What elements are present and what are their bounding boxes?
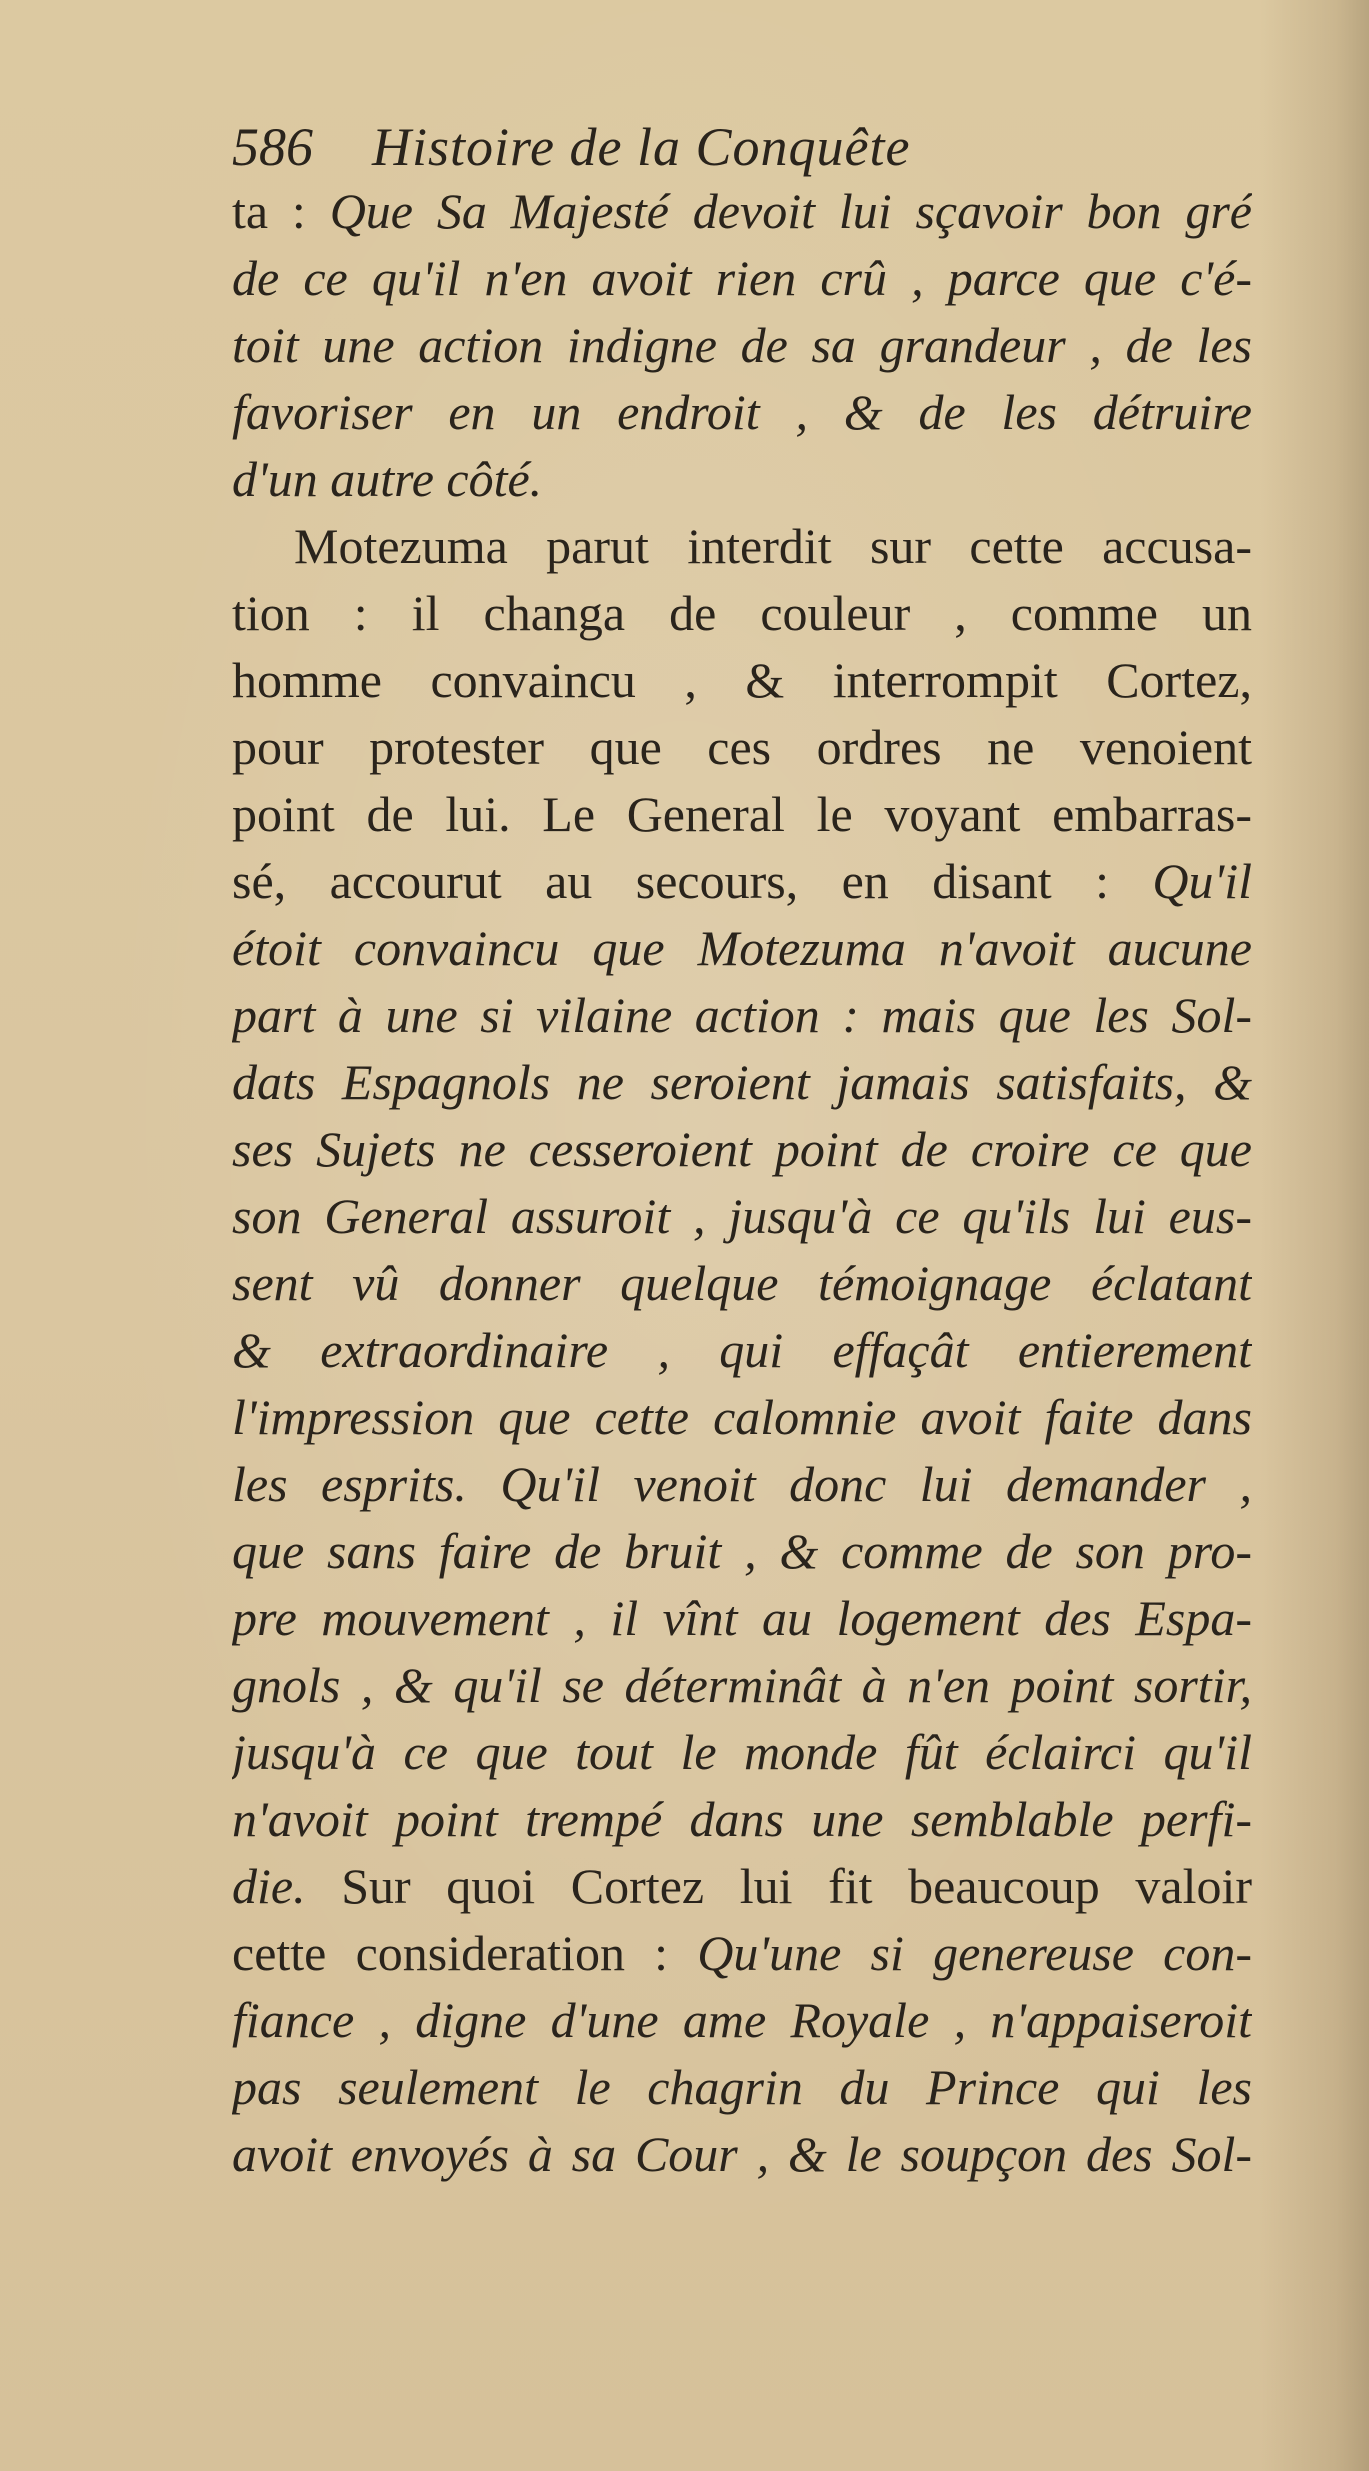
italic-text-segment: d'un autre côté. [232, 451, 543, 507]
roman-text-segment: point de lui. Le General le voyant embarras- [232, 786, 1252, 842]
italic-text-segment: die. [232, 1858, 306, 1914]
italic-text-segment: gnols , & qu'il se déterminât à n'en point sortir, [232, 1657, 1252, 1713]
text-line [232, 1183, 1252, 1250]
text-line [232, 2054, 1252, 2121]
text-line [232, 915, 1252, 982]
italic-text-segment: Qu'il [1152, 853, 1252, 909]
roman-text-segment: Motezuma parut interdit sur cette accusa- [294, 518, 1252, 574]
italic-text-segment: toit une action indigne de sa grandeur , de les [232, 317, 1252, 373]
text-line [232, 1987, 1252, 2054]
italic-text-segment: favoriser en un endroit , & de les détruire [232, 384, 1252, 440]
body-text [232, 178, 1252, 2188]
text-line [232, 178, 1252, 245]
text-line [232, 312, 1252, 379]
text-line [232, 1116, 1252, 1183]
roman-text-segment: pour protester que ces ordres ne venoient [232, 719, 1252, 775]
running-title: Histoire de la Conquête [372, 117, 911, 177]
italic-text-segment: son General assuroit , jusqu'à ce qu'ils lui eus- [232, 1188, 1252, 1244]
italic-text-segment: avoit envoyés à sa Cour , & le soupçon des Sol- [232, 2126, 1252, 2182]
italic-text-segment: sent vû donner quelque témoignage éclatant [232, 1255, 1252, 1311]
text-line [232, 2121, 1252, 2188]
text-line [232, 1652, 1252, 1719]
roman-text-segment: tion : il changa de couleur , comme un [232, 585, 1252, 641]
text-line [232, 982, 1252, 1049]
italic-text-segment: n'avoit point trempé dans une semblable perfi- [232, 1791, 1252, 1847]
italic-text-segment: l'impression que cette calomnie avoit faite dans [232, 1389, 1252, 1445]
text-line [232, 1719, 1252, 1786]
text-line [232, 1853, 1252, 1920]
text-line [232, 1786, 1252, 1853]
text-line [232, 781, 1252, 848]
roman-text-segment: ta : [232, 183, 330, 239]
italic-text-segment: pas seulement le chagrin du Prince qui les [232, 2059, 1252, 2115]
text-line [232, 1049, 1252, 1116]
page-gutter-shadow [1259, 0, 1369, 2471]
roman-text-segment: sé, accourut au secours, en disant : [232, 853, 1153, 909]
italic-text-segment: dats Espagnols ne seroient jamais satisfaits, & [232, 1054, 1252, 1110]
text-line [232, 1384, 1252, 1451]
italic-text-segment: jusqu'à ce que tout le monde fût éclairci qu'il [232, 1724, 1252, 1780]
italic-text-segment: pre mouvement , il vînt au logement des Espa- [232, 1590, 1252, 1646]
text-line [232, 1920, 1252, 1987]
text-line [232, 580, 1252, 647]
text-line [232, 245, 1252, 312]
italic-text-segment: fiance , digne d'une ame Royale , n'appaiseroit [232, 1992, 1252, 2048]
italic-text-segment: Que Sa Majesté devoit lui sçavoir bon gré [329, 183, 1252, 239]
text-line [232, 446, 1252, 513]
roman-text-segment: Sur quoi Cortez lui fit beaucoup valoir [305, 1858, 1252, 1914]
text-line [232, 1250, 1252, 1317]
italic-text-segment: étoit convaincu que Motezuma n'avoit aucune [232, 920, 1252, 976]
text-line [232, 848, 1252, 915]
text-line [232, 513, 1252, 580]
text-line [232, 1451, 1252, 1518]
roman-text-segment: cette consideration : [232, 1925, 698, 1981]
italic-text-segment: les esprits. Qu'il venoit donc lui demander , [232, 1456, 1252, 1512]
roman-text-segment: homme convaincu , & interrompit Cortez, [232, 652, 1252, 708]
text-line [232, 1317, 1252, 1384]
italic-text-segment: Qu'une si genereuse con- [697, 1925, 1252, 1981]
text-line [232, 714, 1252, 781]
page-number: 586 [232, 117, 313, 177]
text-line [232, 379, 1252, 446]
italic-text-segment: ses Sujets ne cesseroient point de croire ce que [232, 1121, 1252, 1177]
text-line [232, 1518, 1252, 1585]
italic-text-segment: & extraordinaire , qui effaçât entierement [232, 1322, 1252, 1378]
page-header [232, 112, 1252, 182]
text-line [232, 1585, 1252, 1652]
italic-text-segment: que sans faire de bruit , & comme de son pro- [232, 1523, 1252, 1579]
italic-text-segment: part à une si vilaine action : mais que les Sol- [232, 987, 1252, 1043]
italic-text-segment: de ce qu'il n'en avoit rien crû , parce que c'é- [232, 250, 1252, 306]
text-line [232, 647, 1252, 714]
